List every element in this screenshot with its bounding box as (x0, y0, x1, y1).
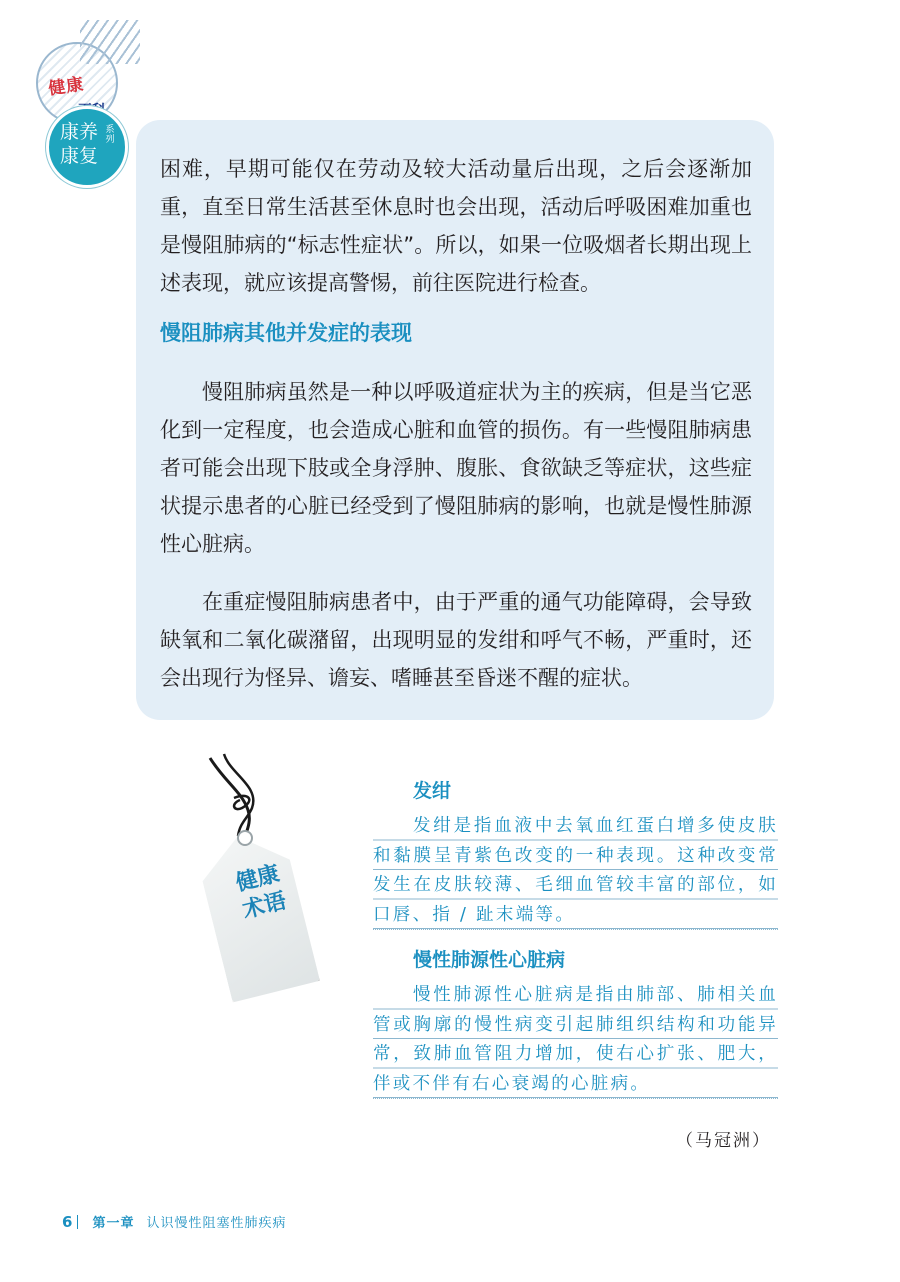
term-divider (373, 1098, 778, 1099)
section-heading: 慢阻肺病其他并发症的表现 (160, 321, 412, 345)
term-divider (373, 929, 778, 930)
term-body-cyanosis: 发绀是指血液中去氧血红蛋白增多使皮肤和黏膜呈青紫色改变的一种表现。这种改变常发生在皮肤较薄、毛细血管较丰富的部位，如口唇、指 / 趾末端等。 (373, 812, 778, 930)
term-title-cyanosis: 发绀 (413, 780, 452, 802)
term-body-cor-pulmonale: 慢性肺源性心脏病是指由肺部、肺相关血管或胸廓的慢性病变引起肺组织结构和功能异常，致肺血管阻力增加，使右心扩张、肥大，伴或不伴有右心衰竭的心脏病。 (373, 981, 778, 1099)
stamp-text: 健康 (47, 74, 86, 100)
tag-string-icon (190, 752, 330, 852)
series-badge (46, 106, 128, 188)
badge-line1: 康养 (60, 121, 99, 143)
paragraph-3: 在重症慢阻肺病患者中，由于严重的通气功能障碍，会导致缺氧和二氧化碳潴留，出现明显的发绀和呼气不畅，严重时，还会出现行为怪异、谵妄、嗜睡甚至昏迷不醒的症状。 (160, 590, 752, 690)
page-number: 6 (62, 1213, 74, 1231)
page-footer (62, 1212, 286, 1231)
paragraph-2: 慢阻肺病虽然是一种以呼吸道症状为主的疾病，但是当它恶化到一定程度，也会造成心脏和血管的损伤。有一些慢阻肺病患者可能会出现下肢或全身浮肿、腹胀、食欲缺乏等症状，这些症状提示患者的心脏已经受到了慢阻肺病的影响，也就是慢性肺源性心脏病。 (160, 380, 752, 556)
postmark-lines (80, 20, 140, 64)
chapter-label: 第一章 (92, 1216, 135, 1231)
term-title-cor-pulmonale: 慢性肺源性心脏病 (413, 949, 566, 971)
badge-series: 系列 (105, 125, 115, 145)
author-credit: （马冠洲） (676, 1131, 771, 1151)
tag-hole (237, 830, 253, 846)
tag-line1: 健康 (233, 860, 283, 897)
health-term-tag (190, 752, 330, 982)
badge-line2: 康复 (60, 145, 99, 167)
series-logo (16, 20, 136, 167)
paragraph-1: 困难，早期可能仅在劳动及较大活动量后出现，之后会逐渐加重，直至日常生活甚至休息时也会出现，活动后呼吸困难加重也是慢阻肺病的“标志性症状”。所以，如果一位吸烟者长期出现上述表现，就应该提高警惕，前往医院进行检查。 (160, 157, 752, 295)
footer-separator (77, 1215, 78, 1229)
chapter-title: 认识慢性阻塞性肺疾病 (146, 1216, 287, 1231)
tag-line2: 术语 (239, 887, 289, 924)
